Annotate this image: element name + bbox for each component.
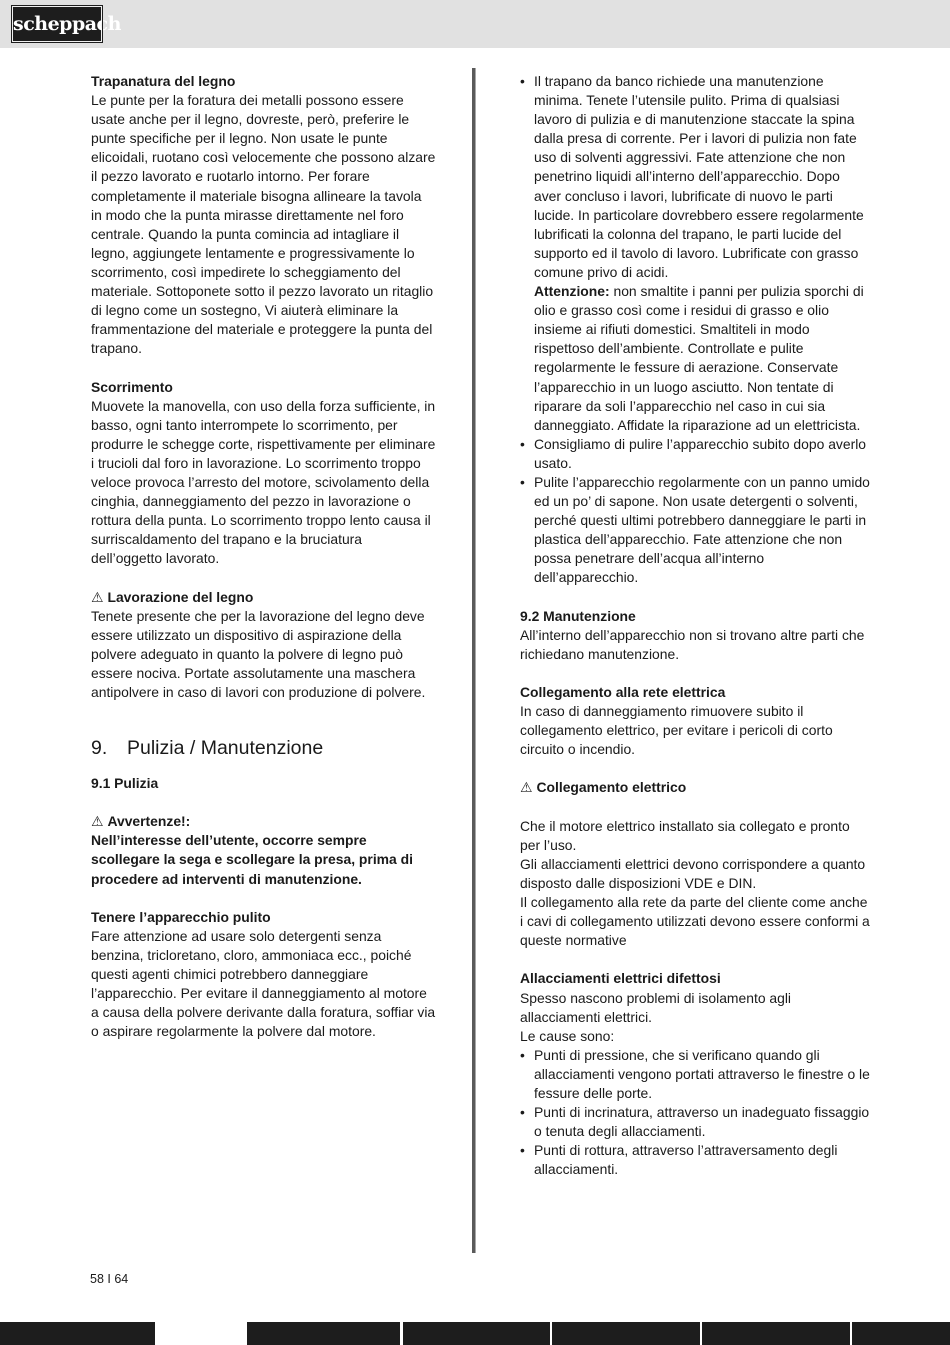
footer-segment [400, 1322, 403, 1345]
warning-icon: ⚠ [91, 588, 104, 605]
warning-icon: ⚠ [91, 813, 104, 830]
list-item [520, 72, 870, 435]
subheading-manutenzione: 9.2 Manutenzione [520, 607, 636, 624]
footer-segment [700, 1322, 702, 1345]
list-item: • Punti di rottura, attraverso l’attraversamento degli allacciamenti. [520, 1141, 870, 1179]
column-divider [472, 68, 476, 1253]
list-item: • Punti di incrinatura, attraverso un inadeguato fissaggio o tenuta degli allacciamenti. [520, 1103, 870, 1141]
heading-lavorazione [91, 588, 436, 607]
bullet-text: Il trapano da banco richiede una manutenzione minima. Tenete l’utensile pulito. Prima di qualsiasi lavoro di pulizia e di manutenzione staccate la spina dalla presa di corrente. Per i lavori di pulizia non fate uso di solventi aggressivi. Fate attenzione che non penetrino liquidi all’interno dell’apparecchio. Dopo aver concluso i lavori, lubrificate di nuovo le parti lucide. In particolare dovrebbero essere regolarmente lubrificati la colonna del trapano, le parti lucide del supporto ed il tavolo di lavoro. Lubrificate con grasso comune privo di acidi. [534, 73, 864, 280]
paragraph-lavorazione: Tenete presente che per la lavorazione del legno deve essere utilizzato un dispositivo di aspirazione della polvere adeguato in quanto la polvere di legno può essere nociva. Portate assolutamente una maschera antipolvere in caso di lavori con produzione di polvere. [91, 607, 426, 700]
paragraph-collegamento-2: Gli allacciamenti elettrici devono corrispondere a quanto disposto dalle disposizioni VDE e DIN. [520, 855, 866, 891]
heading-avvertenze-label: Avvertenze!: [107, 813, 191, 830]
heading-collegamento-label: Collegamento elettrico [536, 779, 687, 796]
subheading-pulizia: 9.1 Pulizia [91, 775, 159, 792]
paragraph-manutenzione: All’interno dell’apparecchio non si trovano altre parti che richiedano manutenzione. [520, 626, 865, 662]
list-item: • Consigliamo di pulire l’apparecchio subito dopo averlo usato. [520, 435, 870, 473]
paragraph-trapanatura: Le punte per la foratura dei metalli possono essere usate anche per il legno, dovreste, però, preferire le punte specifiche per il legno. Non usate le punte elicoidali, ruotano così velocemente che possono alzare il pezzo lavorato e ruotarlo intorno. Per forare completamente il materiale bisogna allineare la tavola in modo che la punta mirasse direttamente nel foro centrale. Quando la punta comincia ad intagliare il legno, aggiungete lentamente e progressivamente lo scorrimento, così impedirete lo scheggiamento del materiale. Sottoponete sotto il pezzo lavorato un ritaglio di legno come un sostegno, Vi aiuterà eliminare la frammentazione del materiale e proteggere la punta del trapano. [91, 92, 436, 357]
paragraph-rete-elettrica: In caso di danneggiamento rimuovere subito il collegamento elettrico, per evitare i pericoli di corto circuito o incendio. [520, 703, 833, 758]
paragraph-avvertenze: Nell’interesse dell’utente, occorre sempre scollegare la sega e scollegare la presa, prima di procedere ad interventi di manutenzione. [91, 832, 413, 887]
attention-text: non smaltite i panni per pulizia sporchi di olio e grasso così come i residui di grasso e olio insieme ai rifiuti domestici. Smaltiteli in modo rispettoso dell’ambiente. Controllate e pulite regolarmente le fessure di aerazione. Conservate l’apparecchio in un luogo asciutto. Non tentate di riparare da soli l’apparecchio nel caso in cui sia danneggiato. Affidate la riparazione ad un elettricista. [534, 283, 864, 433]
chapter-number: 9. [91, 737, 108, 760]
right-column [520, 72, 870, 1179]
footer-bar [0, 1322, 950, 1345]
causes-list [520, 1046, 870, 1180]
brand-logo: scheppach [12, 6, 102, 42]
heading-scorrimento: Scorrimento [91, 378, 173, 395]
list-item: • Pulite l’apparecchio regolarmente con un panno umido ed un po’ di sapone. Non usate detergenti o solventi, perché questi ultimi potrebbero danneggiare le parti in plastica dell’apparecchio. Fate attenzione che non possa penetrare dell’acqua all’interno dell’apparecchio. [520, 473, 870, 588]
paragraph-allacciamenti-2: Le cause sono: [520, 1027, 615, 1044]
paragraph-collegamento-1: Che il motore elettrico installato sia collegato e pronto per l’uso. [520, 817, 850, 853]
list-item: • Punti di pressione, che si verificano quando gli allacciamenti vengono portati attraverso le finestre o le fessure delle porte. [520, 1046, 870, 1103]
paragraph-apparecchio-pulito: Fare attenzione ad usare solo detergenti senza benzina, tricloretano, cloro, ammoniaca ecc., poiché questi agenti chimici potrebbero danneggiare l’apparecchio. Per evitare il danneggiamento al motore a causa della polvere derivante dalla foratura, soffiar via o aspirare regolarmente la polvere dal motore. [91, 927, 436, 1040]
header-bar [0, 0, 950, 48]
paragraph-collegamento-3: Il collegamento alla rete da parte del cliente come anche i cavi di collegamento utilizzati devono essere conformi a queste normative [520, 894, 870, 949]
footer-segment [155, 1322, 247, 1345]
chapter-title [91, 734, 436, 762]
heading-allacciamenti: Allacciamenti elettrici difettosi [520, 970, 721, 987]
heading-collegamento-elettrico [520, 778, 870, 797]
warning-icon: ⚠ [520, 779, 533, 796]
page-number: 58 I 64 [90, 1272, 129, 1286]
footer-segment [850, 1322, 852, 1345]
attention-label: Attenzione: [534, 283, 610, 300]
paragraph-scorrimento: Muovete la manovella, con uso della forza sufficiente, in basso, ogni tanto interrompete lo scorrimento, per produrre le schegge corte, rispettivamente per eliminare i trucioli dal foro in lavorazione. Lo scorrimento troppo veloce provoca l’arresto del motore, scivolamento della cinghia, danneggiamento del pezzo in lavorazione o rottura della punta. Lo scorrimento troppo lento causa il surriscaldamento del trapano e la bruciatura dell’oggetto lavorato. [91, 397, 436, 567]
paragraph-allacciamenti-1: Spesso nascono problemi di isolamento agli allacciamenti elettrici. [520, 989, 792, 1025]
footer-segment [550, 1322, 552, 1345]
heading-lavorazione-label: Lavorazione del legno [107, 588, 254, 605]
heading-avvertenze [91, 812, 436, 831]
left-column [91, 72, 436, 1041]
maintenance-list [520, 72, 870, 588]
heading-rete-elettrica: Collegamento alla rete elettrica [520, 684, 726, 700]
heading-apparecchio-pulito: Tenere l’apparecchio pulito [91, 908, 271, 925]
heading-trapanatura: Trapanatura del legno [91, 73, 236, 89]
chapter-label: Pulizia / Manutenzione [127, 737, 324, 760]
